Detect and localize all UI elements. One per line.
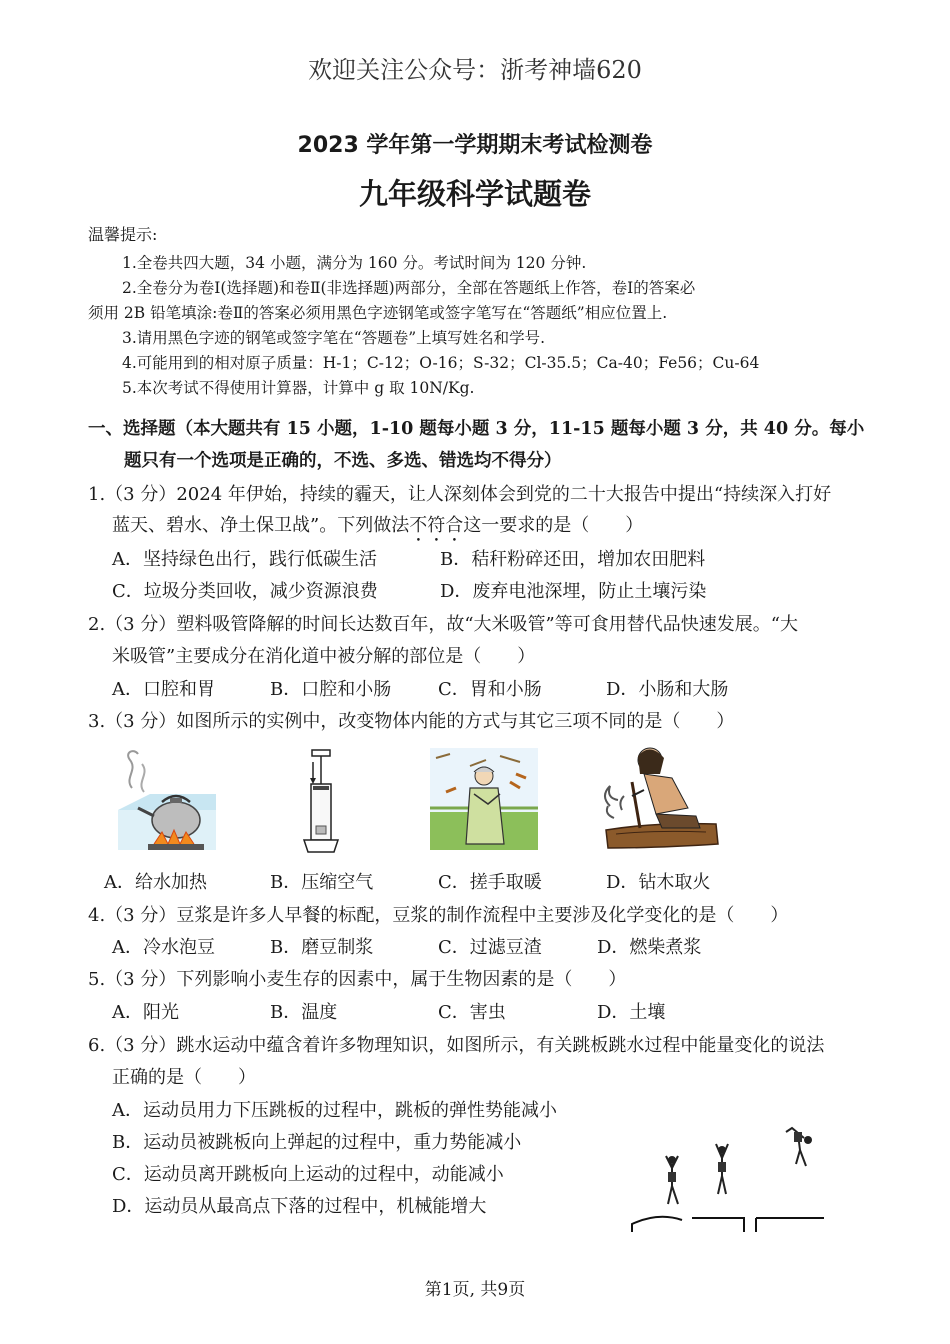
question-1-option-a: A．坚持绿色出行，践行低碳生活 (112, 549, 377, 570)
question-2-stem-cont: 米吸管”主要成分在消化道中被分解的部位是（ ） (112, 646, 536, 667)
air-compression-figure (298, 748, 344, 860)
tip-line: 3.请用黑色字迹的钢笔或签字笔在“答题卷”上填写姓名和学号. (122, 329, 546, 347)
question-6-option-c: C．运动员离开跳板向上运动的过程中，动能减小 (112, 1164, 504, 1185)
question-2-option-d: D．小肠和大肠 (606, 679, 729, 700)
question-5-stem: 5.（3 分）下列影响小麦生存的因素中，属于生物因素的是（ ） (88, 969, 627, 990)
question-4-option-a: A．冷水泡豆 (112, 937, 215, 958)
watermark: 欢迎关注公众号：浙考神墙620 (308, 56, 642, 84)
question-4-option-b: B．磨豆制浆 (270, 937, 374, 958)
question-5-option-c: C．害虫 (438, 1002, 506, 1023)
question-3-option-b: B．压缩空气 (270, 872, 374, 893)
section-heading: 一、选择题（本大题共有 15 小题，1-10 题每小题 3 分，11-15 题每小题 3 分，共 40 分。每小 (88, 419, 865, 439)
question-2-option-a: A．口腔和胃 (112, 679, 215, 700)
question-3-option-c: C．搓手取暖 (438, 872, 542, 893)
question-4-stem: 4.（3 分）豆浆是许多人早餐的标配，豆浆的制作流程中主要涉及化学变化的是（ ） (88, 905, 789, 926)
question-6-stem-cont: 正确的是（ ） (112, 1067, 256, 1088)
question-1-option-b: B．秸秆粉碎还田，增加农田肥料 (440, 549, 706, 570)
question-2-option-b: B．口腔和小肠 (270, 679, 392, 700)
page-footer: 第1页, 共9页 (424, 1280, 526, 1300)
question-2-option-c: C．胃和小肠 (438, 679, 542, 700)
rubbing-hands-figure (430, 748, 538, 850)
springboard-diving-figure (628, 1120, 834, 1236)
question-1-emphasis: 不符合 (409, 515, 464, 536)
question-1-stem-cont (112, 511, 643, 546)
question-2-stem: 2.（3 分）塑料吸管降解的时间长达数百年，故“大米吸管”等可食用替代品快速发展。“大 (88, 614, 798, 635)
question-3-option-a: A．给水加热 (104, 872, 207, 893)
question-6-stem: 6.（3 分）跳水运动中蕴含着许多物理知识，如图所示，有关跳板跳水过程中能量变化的说法 (88, 1035, 825, 1056)
wood-drilling-figure (596, 744, 724, 856)
question-6-option-a: A．运动员用力下压跳板的过程中，跳板的弹性势能减小 (112, 1100, 557, 1121)
tip-line: 2.全卷分为卷Ⅰ(选择题)和卷Ⅱ(非选择题)两部分，全部在答题纸上作答，卷Ⅰ的答案必 (122, 279, 696, 297)
question-5-option-d: D．土壤 (597, 1002, 666, 1023)
exam-subtitle: 九年级科学试题卷 (358, 177, 591, 211)
tip-line: 4.可能用到的相对原子质量：H-1；C-12；O-16；S-32；Cl-35.5；Ca-40；Fe56；Cu-64 (122, 354, 760, 372)
tips-heading: 温馨提示: (88, 225, 158, 244)
tip-line: 须用 2B 铅笔填涂:卷Ⅱ的答案必须用黑色字迹钢笔或签字笔写在“答题纸”相应位置上. (88, 304, 668, 322)
question-1-option-d: D．废弃电池深埋，防止土壤污染 (440, 581, 707, 602)
question-4-option-d: D．燃柴煮浆 (597, 937, 702, 958)
question-6-option-b: B．运动员被跳板向上弹起的过程中，重力势能减小 (112, 1132, 522, 1153)
question-1-stem: 1.（3 分）2024 年伊始，持续的霾天，让人深刻体会到党的二十大报告中提出“持续深入打好 (88, 484, 832, 505)
question-1-text-end: 这一要求的是（ ） (463, 515, 644, 536)
question-4-option-c: C．过滤豆渣 (438, 937, 542, 958)
tip-line: 5.本次考试不得使用计算器，计算中 g 取 10N/Kg. (122, 379, 475, 397)
question-1-option-c: C．垃圾分类回收，减少资源浪费 (112, 581, 378, 602)
exam-title: 2023 学年第一学期期末考试检测卷 (297, 133, 653, 158)
question-6-option-d: D．运动员从最高点下落的过程中，机械能增大 (112, 1196, 487, 1217)
question-5-option-b: B．温度 (270, 1002, 338, 1023)
question-1-text: 蓝天、碧水、净土保卫战”。下列做法 (112, 515, 410, 536)
kettle-heating-figure (114, 748, 220, 860)
tip-line: 1.全卷共四大题，34 小题，满分为 160 分。考试时间为 120 分钟. (122, 254, 587, 272)
question-3-stem: 3.（3 分）如图所示的实例中，改变物体内能的方式与其它三项不同的是（ ） (88, 711, 735, 732)
section-heading-cont: 题只有一个选项是正确的，不选、多选、错选均不得分） (124, 451, 562, 471)
question-3-option-d: D．钻木取火 (606, 872, 711, 893)
question-5-option-a: A．阳光 (112, 1002, 179, 1023)
